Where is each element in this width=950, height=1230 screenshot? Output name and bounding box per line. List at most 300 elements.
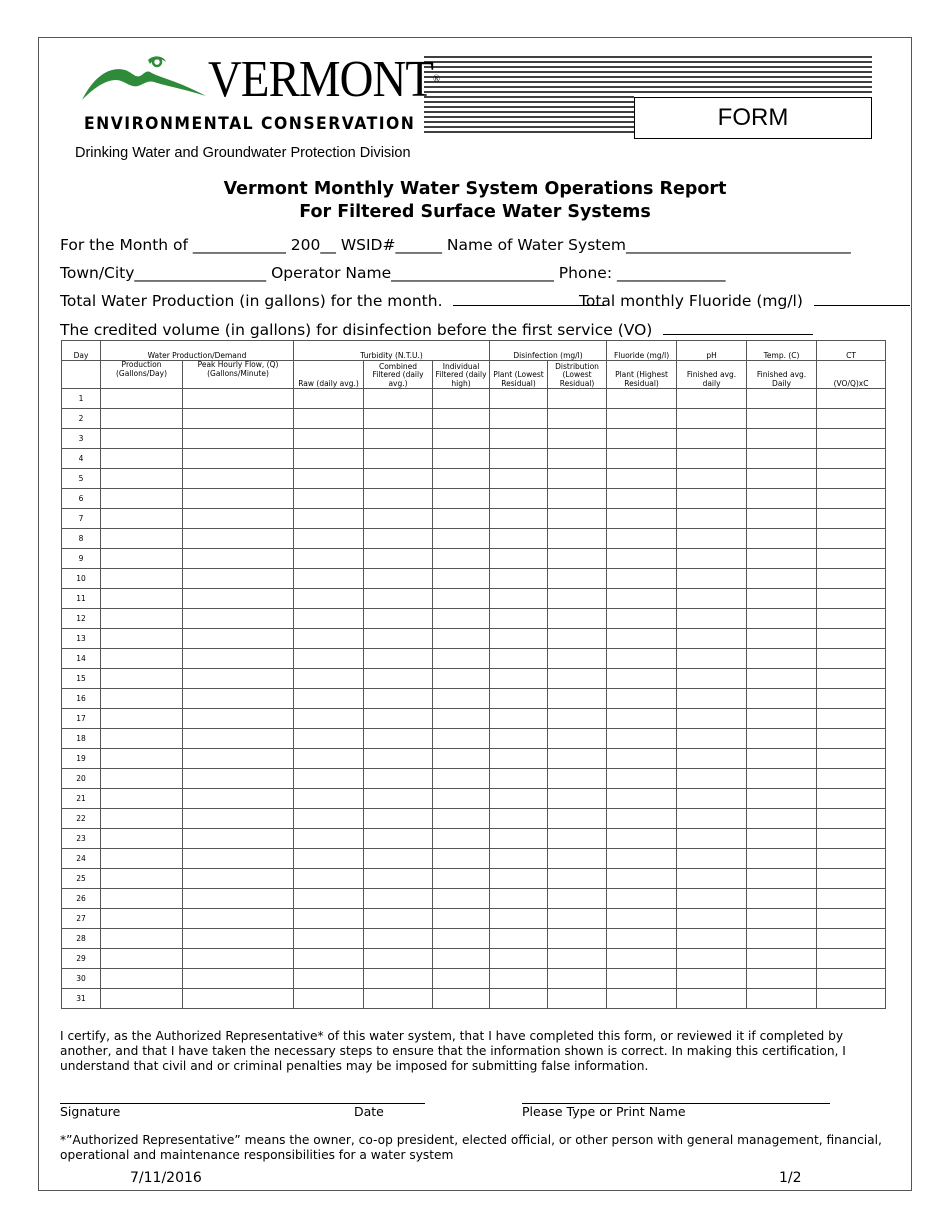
entry-cell[interactable]: [490, 709, 548, 729]
entry-cell[interactable]: [747, 749, 817, 769]
entry-cell[interactable]: [677, 709, 747, 729]
entry-cell[interactable]: [364, 629, 433, 649]
entry-cell[interactable]: [101, 469, 183, 489]
entry-cell[interactable]: [548, 889, 607, 909]
entry-cell[interactable]: [183, 889, 294, 909]
entry-cell[interactable]: [101, 649, 183, 669]
entry-cell[interactable]: [364, 649, 433, 669]
entry-cell[interactable]: [101, 889, 183, 909]
entry-cell[interactable]: [433, 829, 490, 849]
entry-cell[interactable]: [433, 629, 490, 649]
entry-cell[interactable]: [747, 909, 817, 929]
entry-cell[interactable]: [294, 709, 364, 729]
entry-cell[interactable]: [433, 849, 490, 869]
entry-cell[interactable]: [101, 929, 183, 949]
entry-cell[interactable]: [364, 709, 433, 729]
entry-cell[interactable]: [747, 609, 817, 629]
entry-cell[interactable]: [607, 669, 677, 689]
entry-cell[interactable]: [548, 749, 607, 769]
entry-cell[interactable]: [364, 549, 433, 569]
entry-cell[interactable]: [548, 909, 607, 929]
entry-cell[interactable]: [490, 429, 548, 449]
entry-cell[interactable]: [433, 969, 490, 989]
entry-cell[interactable]: [817, 569, 886, 589]
entry-cell[interactable]: [548, 649, 607, 669]
entry-cell[interactable]: [817, 949, 886, 969]
entry-cell[interactable]: [183, 449, 294, 469]
entry-cell[interactable]: [294, 409, 364, 429]
entry-cell[interactable]: [747, 729, 817, 749]
entry-cell[interactable]: [490, 849, 548, 869]
entry-cell[interactable]: [364, 389, 433, 409]
entry-cell[interactable]: [294, 629, 364, 649]
entry-cell[interactable]: [548, 509, 607, 529]
entry-cell[interactable]: [490, 769, 548, 789]
entry-cell[interactable]: [364, 869, 433, 889]
month-wsid-name-field[interactable]: For the Month of ____________ 200__ WSID#______ Name of Water System_____________________________: [60, 236, 851, 254]
entry-cell[interactable]: [183, 409, 294, 429]
entry-cell[interactable]: [294, 909, 364, 929]
entry-cell[interactable]: [607, 809, 677, 829]
entry-cell[interactable]: [677, 589, 747, 609]
entry-cell[interactable]: [817, 809, 886, 829]
entry-cell[interactable]: [294, 389, 364, 409]
entry-cell[interactable]: [548, 669, 607, 689]
entry-cell[interactable]: [490, 969, 548, 989]
entry-cell[interactable]: [364, 589, 433, 609]
entry-cell[interactable]: [490, 549, 548, 569]
entry-cell[interactable]: [433, 609, 490, 629]
entry-cell[interactable]: [747, 789, 817, 809]
entry-cell[interactable]: [490, 609, 548, 629]
entry-cell[interactable]: [183, 789, 294, 809]
entry-cell[interactable]: [677, 809, 747, 829]
entry-cell[interactable]: [294, 889, 364, 909]
entry-cell[interactable]: [607, 769, 677, 789]
entry-cell[interactable]: [677, 609, 747, 629]
entry-cell[interactable]: [364, 749, 433, 769]
entry-cell[interactable]: [677, 389, 747, 409]
entry-cell[interactable]: [607, 829, 677, 849]
entry-cell[interactable]: [817, 429, 886, 449]
total-fluoride-blank[interactable]: [814, 305, 910, 306]
entry-cell[interactable]: [101, 989, 183, 1009]
entry-cell[interactable]: [747, 449, 817, 469]
entry-cell[interactable]: [183, 949, 294, 969]
entry-cell[interactable]: [677, 629, 747, 649]
entry-cell[interactable]: [747, 709, 817, 729]
entry-cell[interactable]: [548, 729, 607, 749]
entry-cell[interactable]: [607, 629, 677, 649]
entry-cell[interactable]: [747, 509, 817, 529]
entry-cell[interactable]: [183, 469, 294, 489]
entry-cell[interactable]: [548, 809, 607, 829]
entry-cell[interactable]: [548, 429, 607, 449]
entry-cell[interactable]: [183, 589, 294, 609]
entry-cell[interactable]: [101, 769, 183, 789]
entry-cell[interactable]: [490, 469, 548, 489]
entry-cell[interactable]: [364, 689, 433, 709]
entry-cell[interactable]: [433, 709, 490, 729]
entry-cell[interactable]: [548, 589, 607, 609]
entry-cell[interactable]: [747, 929, 817, 949]
entry-cell[interactable]: [101, 849, 183, 869]
entry-cell[interactable]: [607, 929, 677, 949]
entry-cell[interactable]: [607, 549, 677, 569]
entry-cell[interactable]: [433, 669, 490, 689]
entry-cell[interactable]: [183, 709, 294, 729]
entry-cell[interactable]: [607, 649, 677, 669]
entry-cell[interactable]: [490, 449, 548, 469]
entry-cell[interactable]: [747, 669, 817, 689]
entry-cell[interactable]: [607, 429, 677, 449]
entry-cell[interactable]: [364, 949, 433, 969]
entry-cell[interactable]: [817, 629, 886, 649]
entry-cell[interactable]: [101, 449, 183, 469]
entry-cell[interactable]: [747, 649, 817, 669]
entry-cell[interactable]: [433, 469, 490, 489]
entry-cell[interactable]: [294, 729, 364, 749]
entry-cell[interactable]: [101, 969, 183, 989]
entry-cell[interactable]: [817, 909, 886, 929]
entry-cell[interactable]: [101, 869, 183, 889]
entry-cell[interactable]: [548, 989, 607, 1009]
entry-cell[interactable]: [747, 769, 817, 789]
entry-cell[interactable]: [183, 529, 294, 549]
entry-cell[interactable]: [677, 969, 747, 989]
entry-cell[interactable]: [364, 509, 433, 529]
entry-cell[interactable]: [490, 629, 548, 649]
entry-cell[interactable]: [364, 929, 433, 949]
entry-cell[interactable]: [677, 769, 747, 789]
entry-cell[interactable]: [607, 849, 677, 869]
entry-cell[interactable]: [548, 869, 607, 889]
entry-cell[interactable]: [607, 409, 677, 429]
entry-cell[interactable]: [490, 929, 548, 949]
entry-cell[interactable]: [101, 429, 183, 449]
town-operator-phone-field[interactable]: Town/City_________________ Operator Name_____________________ Phone: ______________: [60, 264, 726, 282]
entry-cell[interactable]: [364, 969, 433, 989]
entry-cell[interactable]: [677, 549, 747, 569]
entry-cell[interactable]: [490, 389, 548, 409]
entry-cell[interactable]: [183, 809, 294, 829]
entry-cell[interactable]: [490, 729, 548, 749]
entry-cell[interactable]: [817, 729, 886, 749]
entry-cell[interactable]: [364, 569, 433, 589]
entry-cell[interactable]: [817, 869, 886, 889]
entry-cell[interactable]: [747, 429, 817, 449]
entry-cell[interactable]: [677, 489, 747, 509]
entry-cell[interactable]: [294, 489, 364, 509]
entry-cell[interactable]: [677, 869, 747, 889]
entry-cell[interactable]: [294, 609, 364, 629]
entry-cell[interactable]: [747, 529, 817, 549]
entry-cell[interactable]: [490, 869, 548, 889]
entry-cell[interactable]: [548, 789, 607, 809]
entry-cell[interactable]: [490, 489, 548, 509]
entry-cell[interactable]: [548, 409, 607, 429]
entry-cell[interactable]: [294, 969, 364, 989]
entry-cell[interactable]: [548, 609, 607, 629]
entry-cell[interactable]: [101, 829, 183, 849]
entry-cell[interactable]: [747, 949, 817, 969]
entry-cell[interactable]: [490, 509, 548, 529]
entry-cell[interactable]: [433, 649, 490, 669]
entry-cell[interactable]: [433, 489, 490, 509]
entry-cell[interactable]: [183, 569, 294, 589]
entry-cell[interactable]: [677, 729, 747, 749]
entry-cell[interactable]: [817, 709, 886, 729]
entry-cell[interactable]: [433, 569, 490, 589]
entry-cell[interactable]: [548, 489, 607, 509]
entry-cell[interactable]: [183, 829, 294, 849]
entry-cell[interactable]: [294, 809, 364, 829]
entry-cell[interactable]: [817, 689, 886, 709]
entry-cell[interactable]: [101, 689, 183, 709]
entry-cell[interactable]: [101, 529, 183, 549]
entry-cell[interactable]: [364, 669, 433, 689]
entry-cell[interactable]: [747, 829, 817, 849]
entry-cell[interactable]: [294, 869, 364, 889]
entry-cell[interactable]: [294, 829, 364, 849]
entry-cell[interactable]: [364, 889, 433, 909]
entry-cell[interactable]: [183, 629, 294, 649]
entry-cell[interactable]: [607, 389, 677, 409]
entry-cell[interactable]: [364, 849, 433, 869]
entry-cell[interactable]: [183, 849, 294, 869]
entry-cell[interactable]: [294, 789, 364, 809]
credited-volume-blank[interactable]: [663, 334, 813, 335]
entry-cell[interactable]: [817, 749, 886, 769]
entry-cell[interactable]: [364, 609, 433, 629]
entry-cell[interactable]: [433, 909, 490, 929]
entry-cell[interactable]: [747, 469, 817, 489]
entry-cell[interactable]: [817, 609, 886, 629]
entry-cell[interactable]: [747, 869, 817, 889]
entry-cell[interactable]: [490, 809, 548, 829]
entry-cell[interactable]: [607, 689, 677, 709]
entry-cell[interactable]: [433, 929, 490, 949]
entry-cell[interactable]: [747, 889, 817, 909]
entry-cell[interactable]: [294, 449, 364, 469]
entry-cell[interactable]: [677, 949, 747, 969]
entry-cell[interactable]: [183, 909, 294, 929]
entry-cell[interactable]: [747, 689, 817, 709]
entry-cell[interactable]: [183, 649, 294, 669]
entry-cell[interactable]: [607, 449, 677, 469]
entry-cell[interactable]: [433, 889, 490, 909]
entry-cell[interactable]: [294, 649, 364, 669]
entry-cell[interactable]: [747, 969, 817, 989]
entry-cell[interactable]: [433, 529, 490, 549]
entry-cell[interactable]: [607, 869, 677, 889]
entry-cell[interactable]: [607, 989, 677, 1009]
entry-cell[interactable]: [607, 949, 677, 969]
entry-cell[interactable]: [817, 389, 886, 409]
entry-cell[interactable]: [677, 909, 747, 929]
total-production-field[interactable]: [60, 292, 605, 310]
entry-cell[interactable]: [548, 769, 607, 789]
entry-cell[interactable]: [747, 809, 817, 829]
entry-cell[interactable]: [677, 789, 747, 809]
entry-cell[interactable]: [364, 409, 433, 429]
entry-cell[interactable]: [490, 409, 548, 429]
entry-cell[interactable]: [747, 489, 817, 509]
entry-cell[interactable]: [101, 809, 183, 829]
entry-cell[interactable]: [433, 429, 490, 449]
entry-cell[interactable]: [490, 669, 548, 689]
entry-cell[interactable]: [607, 489, 677, 509]
entry-cell[interactable]: [294, 589, 364, 609]
entry-cell[interactable]: [433, 869, 490, 889]
entry-cell[interactable]: [364, 809, 433, 829]
entry-cell[interactable]: [817, 469, 886, 489]
entry-cell[interactable]: [433, 809, 490, 829]
entry-cell[interactable]: [747, 569, 817, 589]
entry-cell[interactable]: [607, 789, 677, 809]
entry-cell[interactable]: [183, 489, 294, 509]
entry-cell[interactable]: [101, 729, 183, 749]
entry-cell[interactable]: [101, 789, 183, 809]
entry-cell[interactable]: [433, 749, 490, 769]
entry-cell[interactable]: [490, 689, 548, 709]
entry-cell[interactable]: [548, 949, 607, 969]
entry-cell[interactable]: [490, 649, 548, 669]
entry-cell[interactable]: [677, 569, 747, 589]
entry-cell[interactable]: [747, 629, 817, 649]
entry-cell[interactable]: [364, 829, 433, 849]
entry-cell[interactable]: [433, 789, 490, 809]
entry-cell[interactable]: [433, 449, 490, 469]
entry-cell[interactable]: [183, 609, 294, 629]
entry-cell[interactable]: [433, 989, 490, 1009]
entry-cell[interactable]: [677, 529, 747, 549]
entry-cell[interactable]: [364, 529, 433, 549]
entry-cell[interactable]: [607, 569, 677, 589]
entry-cell[interactable]: [607, 609, 677, 629]
entry-cell[interactable]: [677, 849, 747, 869]
entry-cell[interactable]: [548, 449, 607, 469]
entry-cell[interactable]: [294, 949, 364, 969]
entry-cell[interactable]: [101, 749, 183, 769]
entry-cell[interactable]: [294, 749, 364, 769]
entry-cell[interactable]: [677, 649, 747, 669]
entry-cell[interactable]: [817, 849, 886, 869]
entry-cell[interactable]: [548, 529, 607, 549]
entry-cell[interactable]: [677, 429, 747, 449]
entry-cell[interactable]: [101, 389, 183, 409]
entry-cell[interactable]: [433, 549, 490, 569]
entry-cell[interactable]: [817, 929, 886, 949]
entry-cell[interactable]: [101, 489, 183, 509]
entry-cell[interactable]: [490, 789, 548, 809]
entry-cell[interactable]: [490, 529, 548, 549]
entry-cell[interactable]: [817, 669, 886, 689]
entry-cell[interactable]: [294, 849, 364, 869]
entry-cell[interactable]: [607, 529, 677, 549]
entry-cell[interactable]: [490, 949, 548, 969]
entry-cell[interactable]: [183, 769, 294, 789]
entry-cell[interactable]: [364, 909, 433, 929]
entry-cell[interactable]: [817, 769, 886, 789]
entry-cell[interactable]: [747, 389, 817, 409]
entry-cell[interactable]: [101, 629, 183, 649]
entry-cell[interactable]: [183, 969, 294, 989]
entry-cell[interactable]: [747, 549, 817, 569]
entry-cell[interactable]: [817, 529, 886, 549]
entry-cell[interactable]: [294, 469, 364, 489]
entry-cell[interactable]: [364, 729, 433, 749]
entry-cell[interactable]: [364, 489, 433, 509]
entry-cell[interactable]: [607, 729, 677, 749]
entry-cell[interactable]: [677, 829, 747, 849]
entry-cell[interactable]: [433, 769, 490, 789]
entry-cell[interactable]: [677, 889, 747, 909]
entry-cell[interactable]: [294, 769, 364, 789]
entry-cell[interactable]: [548, 709, 607, 729]
entry-cell[interactable]: [607, 749, 677, 769]
entry-cell[interactable]: [817, 889, 886, 909]
entry-cell[interactable]: [548, 629, 607, 649]
entry-cell[interactable]: [817, 789, 886, 809]
entry-cell[interactable]: [607, 589, 677, 609]
entry-cell[interactable]: [101, 589, 183, 609]
entry-cell[interactable]: [490, 989, 548, 1009]
entry-cell[interactable]: [294, 689, 364, 709]
entry-cell[interactable]: [548, 929, 607, 949]
entry-cell[interactable]: [433, 389, 490, 409]
entry-cell[interactable]: [183, 749, 294, 769]
entry-cell[interactable]: [183, 669, 294, 689]
entry-cell[interactable]: [490, 569, 548, 589]
entry-cell[interactable]: [183, 729, 294, 749]
entry-cell[interactable]: [294, 989, 364, 1009]
entry-cell[interactable]: [817, 509, 886, 529]
entry-cell[interactable]: [548, 829, 607, 849]
entry-cell[interactable]: [433, 509, 490, 529]
entry-cell[interactable]: [433, 409, 490, 429]
entry-cell[interactable]: [548, 969, 607, 989]
entry-cell[interactable]: [607, 909, 677, 929]
entry-cell[interactable]: [183, 429, 294, 449]
entry-cell[interactable]: [817, 989, 886, 1009]
entry-cell[interactable]: [294, 529, 364, 549]
entry-cell[interactable]: [817, 489, 886, 509]
entry-cell[interactable]: [607, 709, 677, 729]
entry-cell[interactable]: [433, 729, 490, 749]
entry-cell[interactable]: [183, 509, 294, 529]
entry-cell[interactable]: [817, 589, 886, 609]
entry-cell[interactable]: [183, 549, 294, 569]
entry-cell[interactable]: [294, 509, 364, 529]
entry-cell[interactable]: [548, 389, 607, 409]
entry-cell[interactable]: [677, 449, 747, 469]
entry-cell[interactable]: [490, 829, 548, 849]
entry-cell[interactable]: [183, 989, 294, 1009]
entry-cell[interactable]: [817, 649, 886, 669]
entry-cell[interactable]: [364, 989, 433, 1009]
entry-cell[interactable]: [548, 689, 607, 709]
entry-cell[interactable]: [607, 509, 677, 529]
entry-cell[interactable]: [677, 509, 747, 529]
entry-cell[interactable]: [101, 669, 183, 689]
entry-cell[interactable]: [747, 849, 817, 869]
entry-cell[interactable]: [433, 949, 490, 969]
entry-cell[interactable]: [677, 929, 747, 949]
entry-cell[interactable]: [294, 669, 364, 689]
entry-cell[interactable]: [677, 409, 747, 429]
entry-cell[interactable]: [817, 829, 886, 849]
